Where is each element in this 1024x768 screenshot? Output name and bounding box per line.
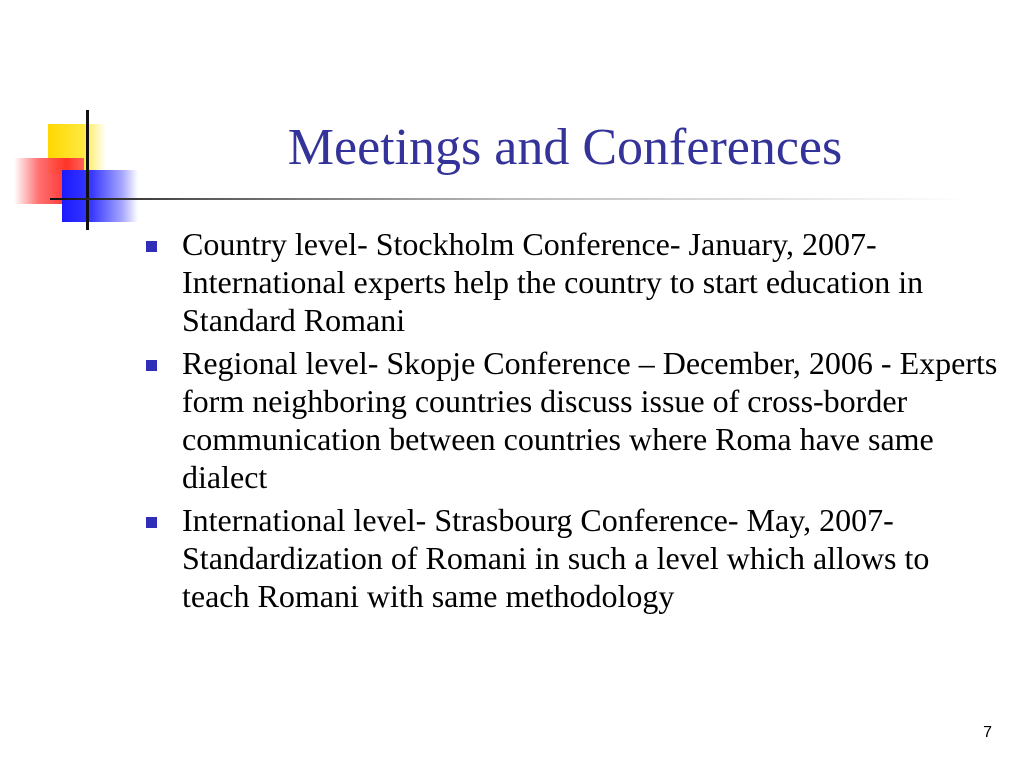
bullet-list	[140, 225, 1000, 620]
bullet-text: Country level- Stockholm Conference- January, 2007- International experts help the country to start education in Standard Romani	[182, 226, 924, 338]
bullet-text: International level- Strasbourg Conference- May, 2007-Standardization of Romani in such a level which allows to teach Romani with same methodology	[182, 502, 930, 614]
square-bullet-icon	[146, 241, 157, 252]
blue-square	[62, 170, 138, 222]
vertical-rule	[86, 110, 89, 230]
decorative-squares-logo	[0, 0, 160, 240]
square-bullet-icon	[146, 360, 157, 371]
slide-title: Meetings and Conferences	[287, 119, 843, 176]
bullet-text: Regional level- Skopje Conference – December, 2006 - Experts form neighboring countries discuss issue of cross-border communication between countries where Roma have same dialect	[182, 345, 998, 495]
page-number: 7	[983, 724, 992, 741]
bullet-item	[140, 225, 1000, 339]
bullet-item	[140, 344, 1000, 496]
bullet-item	[140, 501, 1000, 615]
title-divider	[50, 198, 970, 200]
square-bullet-icon	[146, 517, 157, 528]
